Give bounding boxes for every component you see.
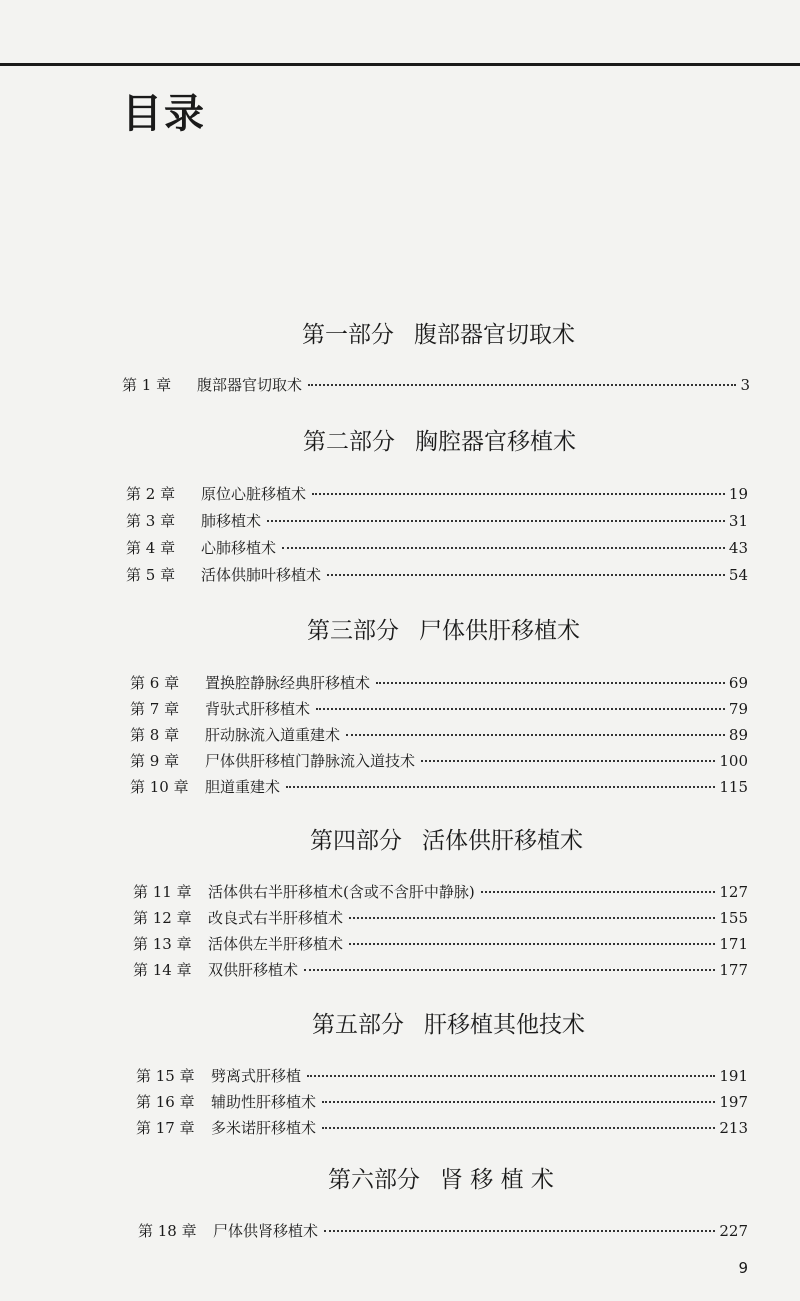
chapter-number: 第 8 章 (130, 726, 180, 744)
toc-entry[interactable] (136, 1116, 748, 1140)
part-label: 第一部分 (302, 322, 394, 348)
dot-leader (307, 1075, 715, 1077)
dot-leader (327, 574, 725, 576)
dot-leader (267, 520, 725, 522)
chapter-number: 第 4 章 (126, 539, 176, 557)
chapter-title: 辅助性肝移植术 (211, 1093, 317, 1111)
toc-entry[interactable] (133, 906, 748, 930)
toc-entry[interactable] (133, 932, 748, 956)
toc-entry[interactable] (130, 749, 748, 773)
dot-leader (481, 891, 716, 893)
chapter-title: 心肺移植术 (201, 539, 277, 557)
chapter-title: 肝动脉流入道重建术 (205, 726, 341, 744)
toc-entry[interactable] (130, 723, 748, 747)
chapter-number: 第 12 章 (133, 909, 192, 927)
part-label: 第六部分 (328, 1167, 420, 1193)
chapter-page: 115 (719, 778, 748, 796)
toc-entry[interactable] (136, 1090, 748, 1114)
toc-entry[interactable] (138, 1219, 748, 1243)
chapter-title: 尸体供肝移植门静脉流入道技术 (205, 752, 416, 770)
part-name: 肾 移 植 术 (440, 1167, 554, 1193)
part-title (328, 1165, 554, 1195)
chapter-number: 第 9 章 (130, 752, 180, 770)
part-name: 胸腔器官移植术 (415, 429, 576, 455)
dot-leader (304, 969, 715, 971)
chapter-page: 171 (719, 935, 748, 953)
chapter-number: 第 18 章 (138, 1222, 197, 1240)
chapter-page: 54 (728, 566, 748, 584)
chapter-number: 第 10 章 (130, 778, 189, 796)
top-rule (0, 63, 800, 66)
toc-entry[interactable] (126, 482, 748, 506)
chapter-title: 劈离式肝移植 (211, 1067, 302, 1085)
chapter-page: 19 (728, 485, 748, 503)
part-title (303, 427, 576, 457)
chapter-number: 第 17 章 (136, 1119, 195, 1137)
chapter-number: 第 13 章 (133, 935, 192, 953)
part-title (310, 826, 583, 856)
chapter-number: 第 1 章 (122, 376, 172, 394)
dot-leader (324, 1230, 715, 1232)
toc-entry[interactable] (130, 671, 748, 695)
dot-leader (282, 547, 725, 549)
part-name: 尸体供肝移植术 (419, 618, 580, 644)
part-name: 腹部器官切取术 (414, 322, 575, 348)
page-number: 9 (738, 1259, 748, 1277)
chapter-page: 177 (719, 961, 748, 979)
chapter-title: 置换腔静脉经典肝移植术 (205, 674, 371, 692)
part-title (302, 320, 575, 350)
dot-leader (308, 384, 736, 386)
dot-leader (349, 943, 715, 945)
chapter-page: 69 (728, 674, 748, 692)
dot-leader (346, 734, 725, 736)
chapter-page: 3 (740, 376, 750, 394)
chapter-title: 活体供肺叶移植术 (201, 566, 322, 584)
toc-entry[interactable] (133, 958, 748, 982)
dot-leader (312, 493, 725, 495)
dot-leader (316, 708, 725, 710)
chapter-title: 肺移植术 (201, 512, 262, 530)
toc-entry[interactable] (133, 880, 748, 904)
dot-leader (286, 786, 715, 788)
toc-entry[interactable] (130, 697, 748, 721)
chapter-page: 31 (728, 512, 748, 530)
part-label: 第四部分 (310, 828, 402, 854)
chapter-title: 多米诺肝移植术 (211, 1119, 317, 1137)
chapter-page: 127 (719, 883, 748, 901)
dot-leader (322, 1127, 715, 1129)
toc-entry[interactable] (130, 775, 748, 799)
toc-entry[interactable] (126, 536, 748, 560)
chapter-number: 第 16 章 (136, 1093, 195, 1111)
chapter-number: 第 2 章 (126, 485, 176, 503)
chapter-title: 腹部器官切取术 (197, 376, 303, 394)
chapter-title: 活体供右半肝移植术(含或不含肝中静脉) (208, 883, 475, 901)
chapter-page: 227 (719, 1222, 748, 1240)
part-title (307, 616, 580, 646)
chapter-number: 第 15 章 (136, 1067, 195, 1085)
chapter-page: 79 (728, 700, 748, 718)
chapter-page: 213 (719, 1119, 748, 1137)
chapter-number: 第 3 章 (126, 512, 176, 530)
chapter-title: 胆道重建术 (205, 778, 281, 796)
chapter-title: 活体供左半肝移植术 (208, 935, 344, 953)
chapter-number: 第 6 章 (130, 674, 180, 692)
chapter-page: 43 (728, 539, 748, 557)
chapter-page: 100 (719, 752, 748, 770)
chapter-number: 第 11 章 (133, 883, 192, 901)
chapter-page: 89 (728, 726, 748, 744)
part-name: 活体供肝移植术 (422, 828, 583, 854)
chapter-title: 改良式右半肝移植术 (208, 909, 344, 927)
page-title: 目录 (122, 91, 206, 137)
toc-entry[interactable] (126, 563, 748, 587)
chapter-title: 双供肝移植术 (208, 961, 299, 979)
part-label: 第三部分 (307, 618, 399, 644)
chapter-title: 背驮式肝移植术 (205, 700, 311, 718)
part-name: 肝移植其他技术 (424, 1012, 585, 1038)
dot-leader (376, 682, 725, 684)
part-title (312, 1010, 585, 1040)
chapter-number: 第 7 章 (130, 700, 180, 718)
chapter-page: 197 (719, 1093, 748, 1111)
chapter-title: 尸体供肾移植术 (213, 1222, 319, 1240)
chapter-page: 191 (719, 1067, 748, 1085)
toc-entry[interactable] (122, 373, 750, 397)
dot-leader (322, 1101, 715, 1103)
chapter-title: 原位心脏移植术 (201, 485, 307, 503)
part-label: 第五部分 (312, 1012, 404, 1038)
dot-leader (421, 760, 715, 762)
part-label: 第二部分 (303, 429, 395, 455)
chapter-number: 第 5 章 (126, 566, 176, 584)
toc-entry[interactable] (136, 1064, 748, 1088)
dot-leader (349, 917, 715, 919)
chapter-number: 第 14 章 (133, 961, 192, 979)
toc-entry[interactable] (126, 509, 748, 533)
chapter-page: 155 (719, 909, 748, 927)
